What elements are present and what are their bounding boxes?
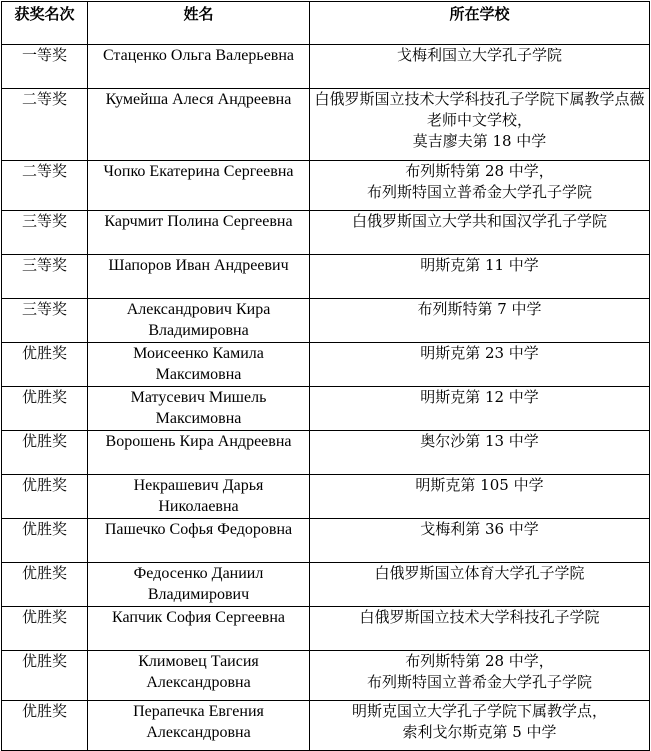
school-cell: 明斯克第 23 中学	[310, 343, 650, 387]
name-cell: Моисеенко Камила Максимовна	[88, 343, 310, 387]
name-cell: Ворошень Кира Андреевна	[88, 431, 310, 475]
award-cell: 二等奖	[2, 161, 88, 211]
column-header-school: 所在学校	[310, 2, 650, 45]
table-row	[2, 343, 650, 387]
table-row	[2, 387, 650, 431]
name-cell: Карчмит Полина Сергеевна	[88, 211, 310, 255]
award-cell: 一等奖	[2, 45, 88, 89]
table-row	[2, 45, 650, 89]
school-cell: 白俄罗斯国立技术大学科技孔子学院下属教学点薇老师中文学校， 莫吉廖夫第 18 中学	[310, 89, 650, 161]
name-cell: Капчик София Сергеевна	[88, 607, 310, 651]
table-row	[2, 475, 650, 519]
name-cell: Шапоров Иван Андреевич	[88, 255, 310, 299]
name-cell: Климовец Таисия Александровна	[88, 651, 310, 701]
school-cell: 布列斯特第 28 中学， 布列斯特国立普希金大学孔子学院	[310, 651, 650, 701]
award-cell: 优胜奖	[2, 431, 88, 475]
school-cell: 布列斯特第 28 中学， 布列斯特国立普希金大学孔子学院	[310, 161, 650, 211]
school-cell: 白俄罗斯国立体育大学孔子学院	[310, 563, 650, 607]
school-cell: 明斯克第 12 中学	[310, 387, 650, 431]
award-cell: 优胜奖	[2, 519, 88, 563]
school-cell: 明斯克第 11 中学	[310, 255, 650, 299]
name-cell: Перапечка Евгения Александровна	[88, 701, 310, 751]
award-cell: 优胜奖	[2, 651, 88, 701]
table-row	[2, 89, 650, 161]
award-cell: 优胜奖	[2, 343, 88, 387]
table-row	[2, 211, 650, 255]
table-row	[2, 299, 650, 343]
table-header-row	[2, 2, 650, 45]
school-cell: 白俄罗斯国立技术大学科技孔子学院	[310, 607, 650, 651]
table-body	[2, 45, 650, 751]
column-header-name: 姓名	[88, 2, 310, 45]
award-cell: 优胜奖	[2, 701, 88, 751]
name-cell: Чопко Екатерина Сергеевна	[88, 161, 310, 211]
name-cell: Пашечко Софья Федоровна	[88, 519, 310, 563]
table-row	[2, 651, 650, 701]
name-cell: Стаценко Ольга Валерьевна	[88, 45, 310, 89]
school-cell: 戈梅利第 36 中学	[310, 519, 650, 563]
table-row	[2, 563, 650, 607]
award-cell: 优胜奖	[2, 387, 88, 431]
award-cell: 优胜奖	[2, 607, 88, 651]
school-cell: 布列斯特第 7 中学	[310, 299, 650, 343]
school-cell: 明斯克第 105 中学	[310, 475, 650, 519]
table-row	[2, 255, 650, 299]
school-cell: 奥尔沙第 13 中学	[310, 431, 650, 475]
award-cell: 三等奖	[2, 255, 88, 299]
award-cell: 三等奖	[2, 299, 88, 343]
award-cell: 二等奖	[2, 89, 88, 161]
table-row	[2, 701, 650, 751]
award-results-table	[1, 1, 650, 751]
name-cell: Александрович Кира Владимировна	[88, 299, 310, 343]
name-cell: Матусевич Мишель Максимовна	[88, 387, 310, 431]
table-row	[2, 161, 650, 211]
column-header-award: 获奖名次	[2, 2, 88, 45]
school-cell: 白俄罗斯国立大学共和国汉学孔子学院	[310, 211, 650, 255]
award-cell: 三等奖	[2, 211, 88, 255]
award-cell: 优胜奖	[2, 475, 88, 519]
table-row	[2, 607, 650, 651]
school-cell: 戈梅利国立大学孔子学院	[310, 45, 650, 89]
table-row	[2, 431, 650, 475]
name-cell: Федосенко Даниил Владимирович	[88, 563, 310, 607]
award-cell: 优胜奖	[2, 563, 88, 607]
name-cell: Некрашевич Дарья Николаевна	[88, 475, 310, 519]
name-cell: Кумейша Алеся Андреевна	[88, 89, 310, 161]
table-row	[2, 519, 650, 563]
school-cell: 明斯克国立大学孔子学院下属教学点， 索利戈尔斯克第 5 中学	[310, 701, 650, 751]
